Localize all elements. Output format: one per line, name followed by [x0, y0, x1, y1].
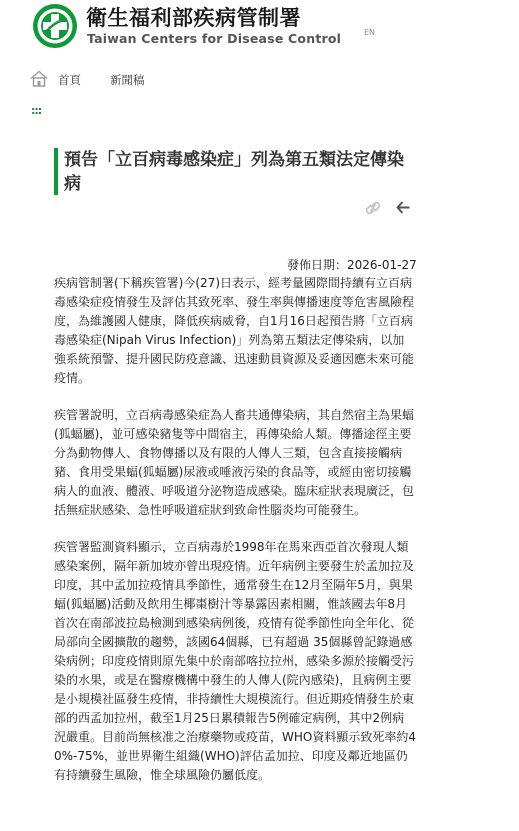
language-switch-link[interactable]: EN — [364, 28, 376, 37]
page-title: 預告「立百病毒感染症」列為第五類法定傳染病 — [64, 150, 404, 194]
article-paragraph: 疾病管制署(下稱疾管署)今(27)日表示，經考量國際間持續有立百病毒感染症疫情發生及評估其致死率、發生率與傳播速度等危害風險程度，為維護國人健康，降低疾病威脅，自1月16日起預告將「立百病毒感染症(Nipah Virus Infection)」列為第五類法定傳染病，以加強系統預警、提升國民防疫意識、迅速動員資源及妥適因應未來可能疫情。 — [54, 276, 415, 385]
back-arrow-icon[interactable] — [396, 201, 410, 214]
title-accent-bar — [54, 148, 58, 195]
accesskey-anchor[interactable]: ::: — [31, 104, 42, 117]
article-content — [54, 274, 416, 803]
share-link-icon[interactable] — [364, 200, 382, 216]
cdc-logo-icon[interactable] — [32, 3, 78, 49]
breadcrumb-news[interactable]: 新聞稿 — [110, 73, 145, 87]
org-name-en[interactable]: Taiwan Centers for Disease Control — [87, 31, 342, 46]
publish-date: 發佈日期：2026-01-27 — [287, 258, 417, 272]
article-paragraph: 疾管署說明，立百病毒感染症為人畜共通傳染病，其自然宿主為果蝠(狐蝠屬)，並可感染豬隻等中間宿主，再傳染給人類。傳播途徑主要分為動物傳人、食物傳播以及有限的人傳人三類，包含直接接觸病豬、食用受果蝠(狐蝠屬)尿液或唾液污染的食品等，或經由密切接觸病人的血液、體液、呼吸道分泌物造成感染。臨床症狀表現廣泛，包括無症狀感染、急性呼吸道症狀到致命性腦炎均可能發生。 — [54, 408, 415, 517]
site-header — [0, 0, 519, 56]
home-icon[interactable] — [30, 70, 48, 87]
article-paragraph: 疾管署監測資料顯示，立百病毒於1998年在馬來西亞首次發現人類感染案例，隔年新加坡亦曾出現疫情。近年病例主要發生於孟加拉及印度，其中孟加拉疫情具季節性，通常發生在12月至隔年5月，與果蝠(狐蝠屬)活動及飲用生椰棗樹汁等暴露因素相關，惟該國去年8月首次在南部波拉島檢測到感染病例後，疫情有從季節性向全年化、從局部向全國擴散的趨勢，該國64個縣，已有超過 35個縣曾記錄過感染病例；印度疫情則原先集中於南部喀拉拉州，感染多源於接觸受污染的水果，或是在醫療機構中發生的人傳人(院內感染)，且病例主要是小規模社區發生疫情，非持續性大規模流行。但近期疫情發生於東部的西孟加拉州，截至1月25日累積報告5例確定病例，其中2例病況嚴重。目前尚無核准之治療藥物或疫苗，WHO資料顯示致死率約40%-75%，並世界衛生組織(WHO)評估孟加拉、印度及鄰近地區仍有持續發生風險，惟全球風險仍屬低度。 — [54, 540, 416, 782]
breadcrumb-home[interactable]: 首頁 — [58, 73, 81, 87]
org-name-cn[interactable]: 衛生福利部疾病管制署 — [86, 6, 301, 30]
